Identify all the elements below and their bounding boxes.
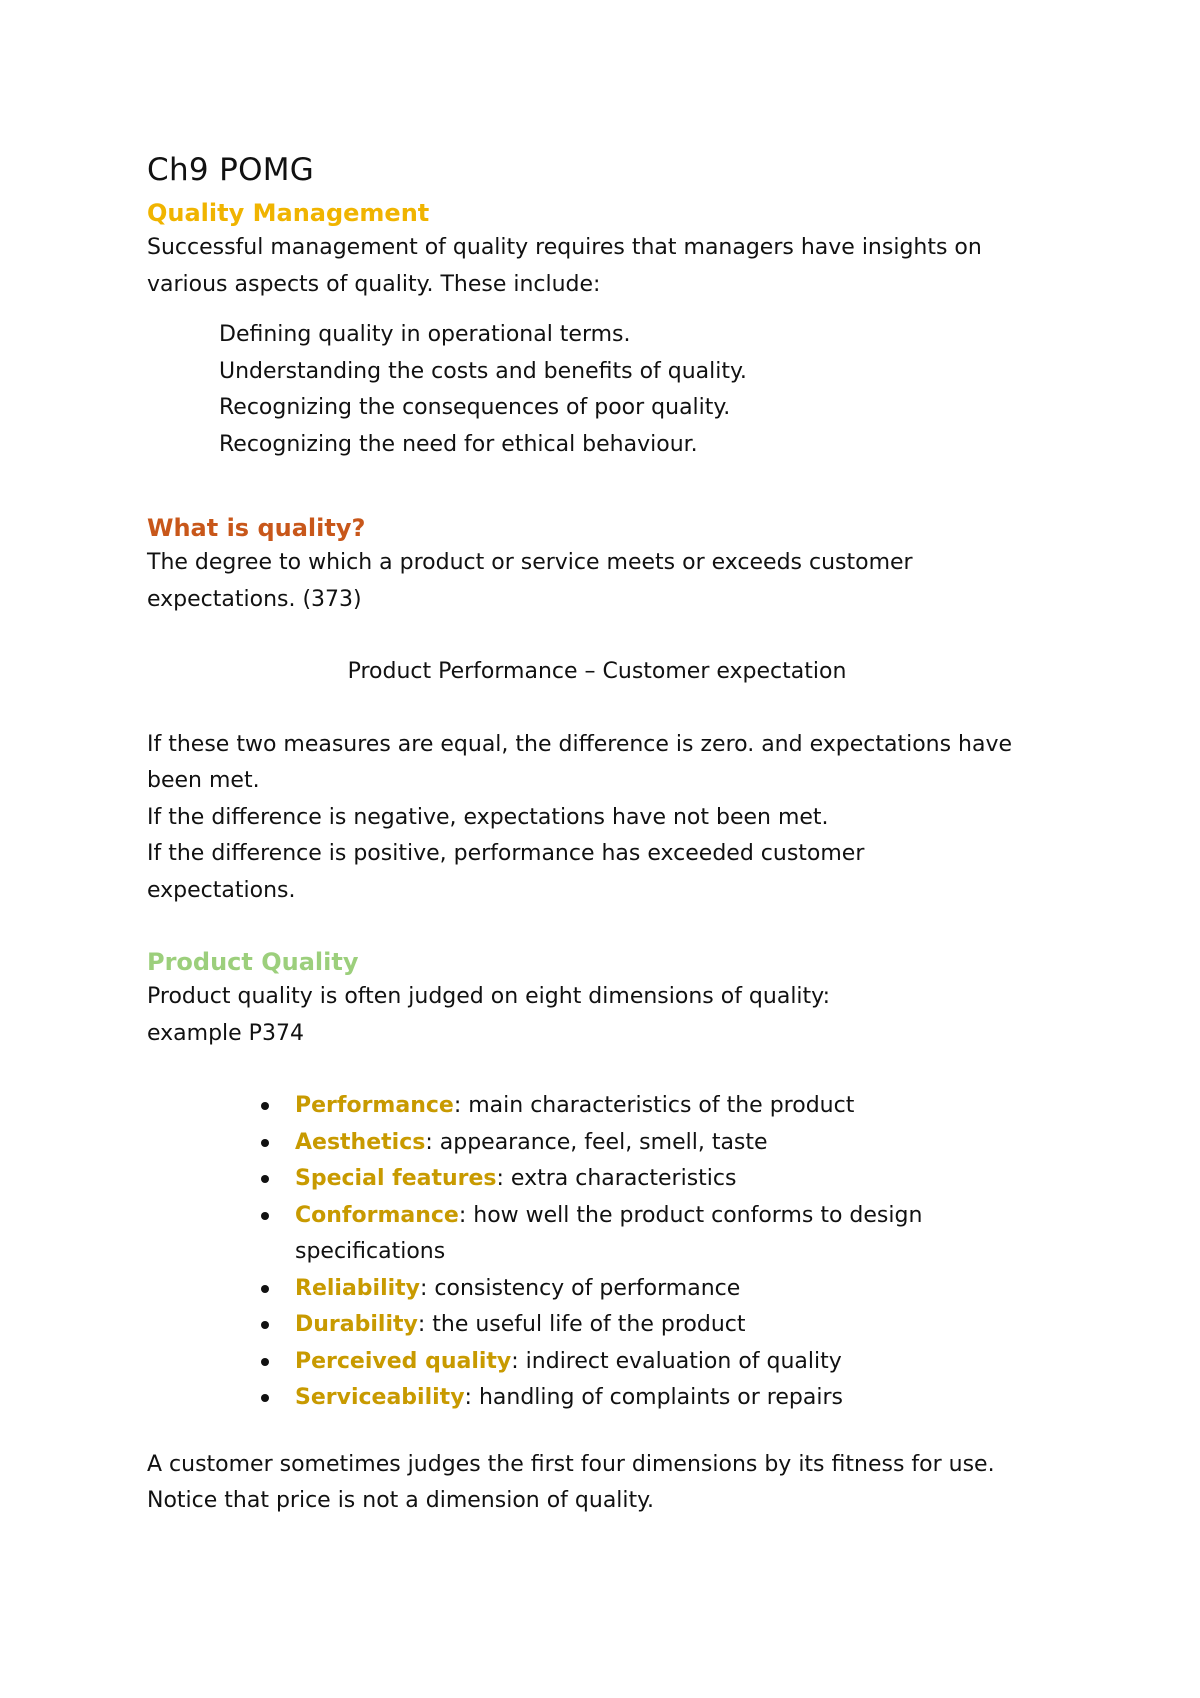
positive-difference-line-2: expectations. xyxy=(147,877,296,903)
dimension-description: : indirect evaluation of quality xyxy=(511,1348,842,1374)
product-quality-intro-line-1: Product quality is often judged on eight dimensions of quality: xyxy=(147,984,830,1009)
list-item: Recognizing the consequences of poor quality. xyxy=(219,395,731,420)
dimension-term: Perceived quality xyxy=(295,1348,512,1374)
document-page xyxy=(147,150,1077,1520)
dimension-description: : main characteristics of the product xyxy=(453,1093,855,1118)
equal-measures-line-1: If these two measures are equal, the difference is zero. and expectations have xyxy=(147,731,1013,757)
dimension-term: Special features xyxy=(295,1166,497,1191)
list-item xyxy=(295,1198,1077,1271)
dimension-term: Reliability xyxy=(295,1275,421,1301)
quality-definition-line-2: expectations. (373) xyxy=(147,586,362,612)
list-item xyxy=(295,1161,1077,1198)
bullet-icon xyxy=(261,1394,269,1402)
dimension-description: : how well the product conforms to design xyxy=(458,1202,923,1228)
bullet-icon xyxy=(261,1358,269,1366)
dimension-term: Aesthetics xyxy=(295,1129,426,1155)
list-item xyxy=(295,1344,1077,1381)
heading-quality-management: Quality Management xyxy=(147,199,430,227)
negative-difference-text: If the difference is negative, expectations have not been met. xyxy=(147,804,829,830)
equal-measures-line-2: been met. xyxy=(147,768,260,793)
document-title: Ch9 POMG xyxy=(147,152,315,188)
dimension-term: Durability xyxy=(295,1312,418,1337)
list-item: Defining quality in operational terms. xyxy=(219,322,631,347)
bullet-icon xyxy=(261,1212,269,1220)
dimension-description: : the useful life of the product xyxy=(417,1312,746,1337)
bullet-icon xyxy=(261,1175,269,1183)
dimension-description: : consistency of performance xyxy=(420,1275,741,1301)
quality-insights-list xyxy=(147,317,1077,463)
bullet-icon xyxy=(261,1139,269,1147)
list-item xyxy=(295,1088,1077,1125)
dimension-description: : handling of complaints or repairs xyxy=(464,1385,843,1410)
quality-formula: Product Performance – Customer expectation xyxy=(347,659,847,684)
quality-dimensions-list xyxy=(147,1088,1077,1417)
positive-difference-line-1: If the difference is positive, performance has exceeded customer xyxy=(147,841,865,866)
dimension-description: : extra characteristics xyxy=(496,1166,737,1191)
list-item: Understanding the costs and benefits of quality. xyxy=(219,358,747,384)
list-item xyxy=(295,1271,1077,1308)
list-item xyxy=(295,1125,1077,1162)
dimension-description: : appearance, feel, smell, taste xyxy=(425,1129,768,1155)
closing-line-1: A customer sometimes judges the first four dimensions by its fitness for use. xyxy=(147,1451,995,1477)
bullet-icon xyxy=(261,1285,269,1293)
dimension-term: Serviceability xyxy=(295,1385,465,1410)
heading-what-is-quality: What is quality? xyxy=(147,514,366,542)
bullet-icon xyxy=(261,1321,269,1329)
bullet-icon xyxy=(261,1102,269,1110)
quality-definition-line-1: The degree to which a product or service meets or exceeds customer xyxy=(147,550,913,575)
quality-management-intro-line-2: various aspects of quality. These include: xyxy=(147,271,601,297)
product-quality-intro-line-2: example P374 xyxy=(147,1020,304,1046)
dimension-term: Performance xyxy=(295,1093,454,1118)
dimension-term: Conformance xyxy=(295,1202,459,1228)
list-item xyxy=(295,1380,1077,1417)
quality-management-intro-line-1: Successful management of quality requires that managers have insights on xyxy=(147,235,982,260)
list-item xyxy=(295,1307,1077,1344)
list-item: Recognizing the need for ethical behaviour. xyxy=(219,431,698,457)
closing-line-2: Notice that price is not a dimension of quality. xyxy=(147,1488,655,1513)
heading-product-quality: Product Quality xyxy=(147,948,359,976)
dimension-description-continued: specifications xyxy=(295,1239,446,1264)
